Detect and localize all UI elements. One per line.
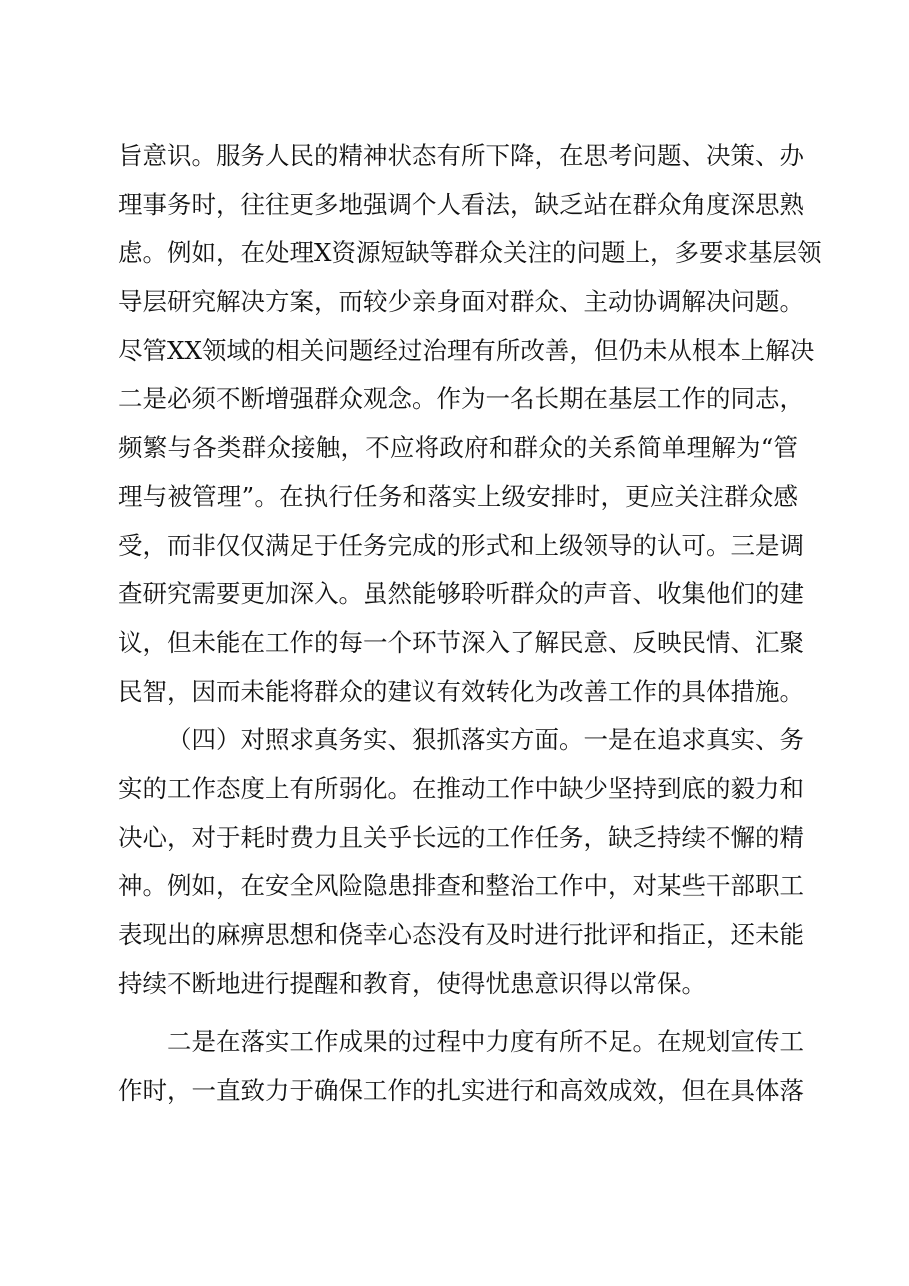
text-line: 受，而非仅仅满足于任务完成的形式和上级领导的认可。三是调 xyxy=(118,530,804,560)
text-line: 频繁与各类群众接触，不应将政府和群众的关系简单理解为“管 xyxy=(118,433,798,463)
text-line: 表现出的麻痹思想和侥幸心态没有及时进行批评和指正，还未能 xyxy=(118,920,804,949)
text-line: 议，但未能在工作的每一个环节深入了解民意、反映民情、汇聚 xyxy=(118,627,804,657)
text-line: 旨意识。服务人民的精神状态有所下降，在思考问题、决策、办 xyxy=(118,141,804,170)
text-line: 尽管XX领域的相关问题经过治理有所改善，但仍未从根本上解决 xyxy=(118,335,815,365)
document-body xyxy=(118,132,822,1116)
text-line: 民智，因而未能将群众的建议有效转化为改善工作的具体措施。 xyxy=(118,676,804,706)
text-line: 决心，对于耗时费力且关乎长远的工作任务，缺乏持续不懈的精 xyxy=(118,822,804,852)
text-line: 理事务时，往往更多地强调个人看法，缺乏站在群众角度深思熟 xyxy=(118,189,804,219)
paragraph-gap xyxy=(118,1008,798,1018)
paragraph-start-line: 二是在落实工作成果的过程中力度有所不足。在规划宣传工 xyxy=(167,1027,804,1057)
text-line: 实的工作态度上有所弱化。在推动工作中缺少坚持到底的毅力和 xyxy=(118,773,804,803)
text-line: 作时，一直致力于确保工作的扎实进行和高效成效，但在具体落 xyxy=(118,1076,804,1106)
section-heading-line: （四）对照求真务实、狠抓落实方面。一是在追求真实、务 xyxy=(167,725,804,755)
text-line: 理与被管理”。在执行任务和落实上级安排时，更应关注群众感 xyxy=(118,481,798,511)
text-line: 查研究需要更加深入。虽然能够聆听群众的声音、收集他们的建 xyxy=(118,579,804,609)
text-line: 神。例如，在安全风险隐患排查和整治工作中，对某些干部职工 xyxy=(118,871,804,901)
text-line: 二是必须不断增强群众观念。作为一名长期在基层工作的同志， xyxy=(118,384,804,414)
text-line: 虑。例如，在处理X资源短缺等群众关注的问题上，多要求基层领 xyxy=(118,238,822,268)
text-line: 持续不断地进行提醒和教育，使得忧患意识得以常保。 xyxy=(118,968,706,998)
text-line: 导层研究解决方案，而较少亲身面对群众、主动协调解决问题。 xyxy=(118,287,804,317)
